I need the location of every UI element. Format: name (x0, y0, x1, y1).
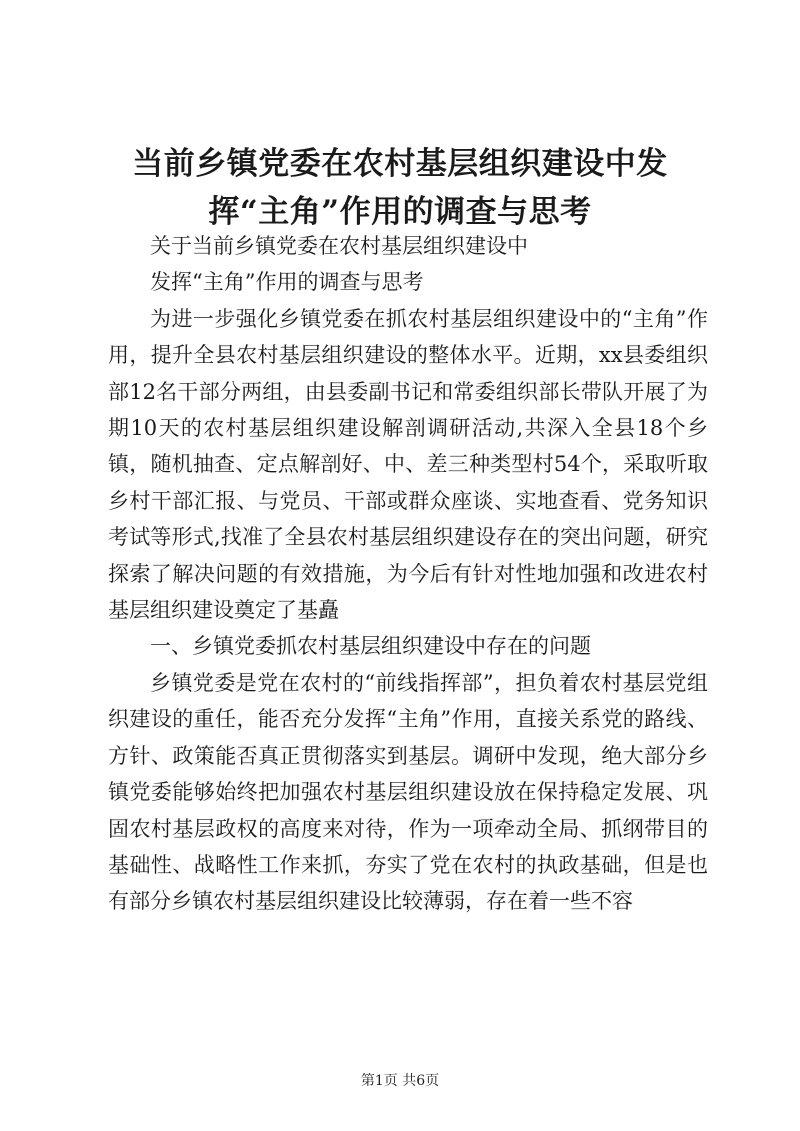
page-number-footer: 第1页 共6页 (360, 1073, 440, 1089)
subtitle-line-2: 发挥“主角”作用的调查与思考 (150, 270, 424, 295)
paragraph-intro: 为进一步强化乡镇党委在抓农村基层组织建设中的“主角”作用，提升全县农村基层组织建设的整体水平。近期，xx县委组织部12名干部分两组，由县委副书记和常委组织部长带队开展了为期10天的农村基层组织建设解剖调研活动,共深入全县18个乡镇，随机抽查、定点解剖好、中、差三种类型村54个，采取听取乡村干部汇报、与党员、干部或群众座谈、实地查看、党务知识考试等形式,找准了全县农村基层组织建设存在的突出问题，研究探索了解决问题的有效措施，为今后有针对性地加强和改进农村基层组织建设奠定了基矗 (108, 306, 708, 623)
paragraph-section-1: 乡镇党委是党在农村的“前线指挥部”，担负着农村基层党组织建设的重任，能否充分发挥“主角”作用，直接关系党的路线、方针、政策能否真正贯彻落实到基层。调研中发现，绝大部分乡镇党委能够始终把加强农村基层组织建设放在保持稳定发展、巩固农村基层政权的高度来对待，作为一项牵动全局、抓纲带目的基础性、战略性工作来抓，夯实了党在农村的执政基础，但是也有部分乡镇农村基层组织建设比较薄弱，存在着一些不容 (108, 670, 708, 914)
document-body (108, 228, 708, 920)
section-heading-1: 一、乡镇党委抓农村基层组织建设中存在的问题 (150, 634, 591, 659)
document-title: 当前乡镇党委在农村基层组织建设中发挥“主角”作用的调查与思考 (132, 146, 668, 230)
subtitle-line-1: 关于当前乡镇党委在农村基层组织建设中 (150, 234, 528, 258)
